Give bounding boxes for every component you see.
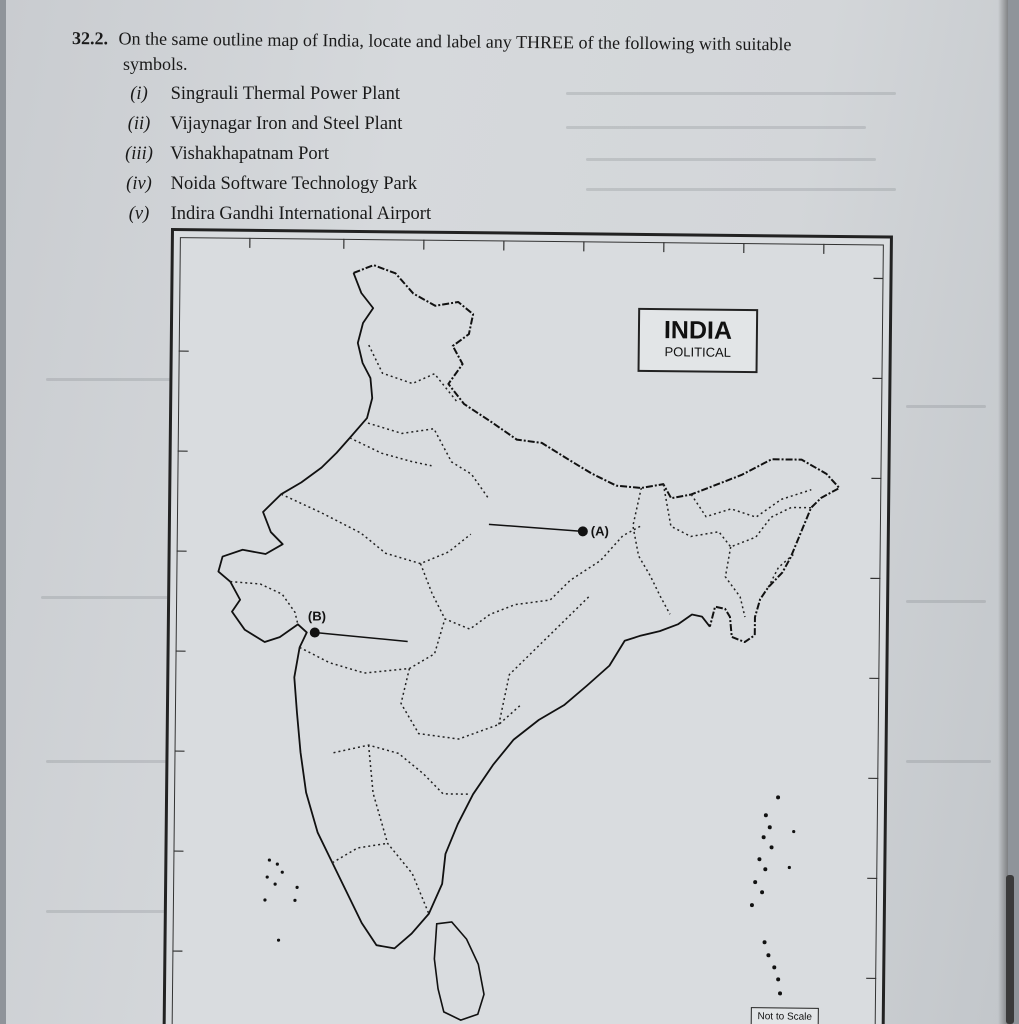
india-outline-map [165,231,890,1024]
map-frame [162,228,901,1024]
question-items-list [112,82,431,232]
item-text: Vijaynagar Iron and Steel Plant [170,114,403,134]
marker-b-label: (B) [307,608,327,624]
marker-a-dot [578,526,588,536]
question-number: 32.2. [71,28,109,49]
item-numeral: (iii) [125,144,153,164]
bleed-through-line [906,405,986,408]
item-text: Noida Software Technology Park [170,174,418,194]
bleed-through-line [906,760,991,763]
scale-note: Not to Scale [751,1007,819,1024]
bleed-through-line [46,910,166,913]
item-text: Singrauli Thermal Power Plant [170,84,400,104]
bleed-through-line [41,596,171,599]
island-dots [262,790,795,996]
bleed-through-line [566,92,896,95]
map-legend-box [638,308,759,373]
india-coastline [214,272,713,952]
textbook-page [6,0,1008,1024]
marker-a-label: (A) [590,523,609,539]
map-tick-marks [172,237,884,978]
item-numeral: (v) [128,204,150,224]
scrollbar-thumb[interactable] [1006,875,1014,1024]
list-item [112,202,431,232]
bleed-through-line [566,126,866,129]
item-text: Indira Gandhi International Airport [170,204,432,224]
bleed-through-line [906,600,986,603]
bleed-through-line [586,188,896,191]
map-title: INDIA [663,316,733,345]
item-numeral: (i) [130,84,148,104]
question-text: On the same outline map of India, locate and label any THREE of the following with suitable [118,28,792,55]
marker-b-leader-line [315,633,408,642]
marker-a-leader-line [489,524,581,531]
bleed-through-line [46,760,166,763]
map-outer-border [162,228,893,1024]
question-text-continued: symbols. [123,54,188,74]
list-item [112,172,431,202]
list-item [112,112,431,142]
bleed-through-line [586,158,876,161]
bleed-through-line [46,378,186,381]
sri-lanka-outline [434,922,485,1021]
india-boundary [350,265,842,643]
item-text: Vishakhapatnam Port [170,144,329,164]
page-edge-shadow [998,0,1008,1024]
map-subtitle: POLITICAL [664,344,732,360]
item-numeral: (ii) [127,114,151,134]
item-numeral: (iv) [126,174,152,194]
list-item [112,82,431,112]
list-item [112,142,431,172]
marker-b-dot [310,627,320,637]
